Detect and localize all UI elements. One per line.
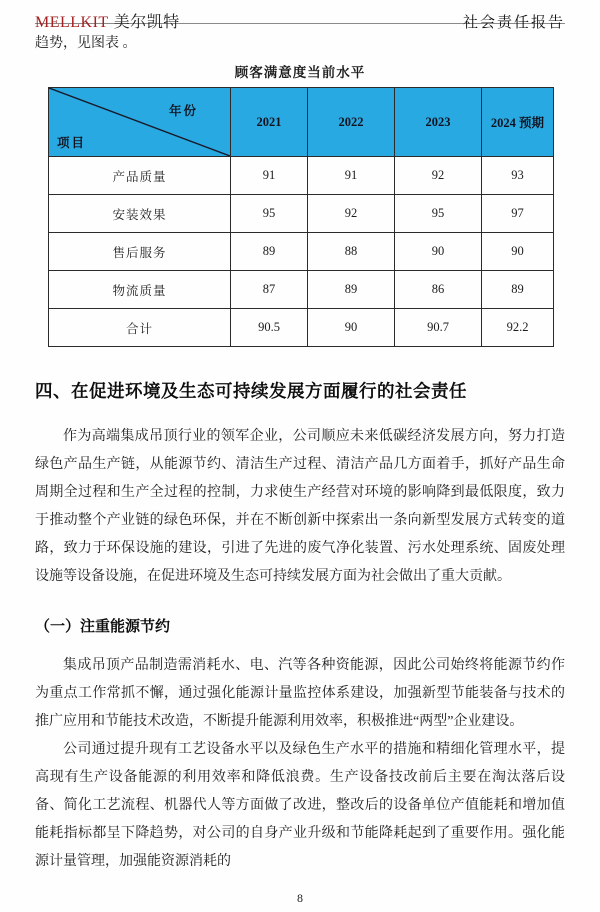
row-label: 售后服务	[49, 233, 231, 271]
cell-value: 88	[308, 233, 395, 271]
cell-value: 89	[482, 271, 554, 309]
satisfaction-table	[48, 87, 554, 347]
cell-value: 86	[395, 271, 482, 309]
cell-value: 92.2	[482, 309, 554, 347]
page-number: 8	[297, 891, 303, 905]
row-label: 安装效果	[49, 195, 231, 233]
brand	[35, 9, 180, 32]
table-row	[49, 271, 554, 309]
cell-value: 89	[308, 271, 395, 309]
row-label: 物流质量	[49, 271, 231, 309]
brand-logo-cn: 美尔凯特	[113, 14, 180, 31]
subsection-heading: （一）注重能源节约	[35, 618, 171, 635]
table-row	[49, 157, 554, 195]
table-header-row	[49, 88, 554, 157]
cell-value: 92	[308, 195, 395, 233]
cell-value: 91	[231, 157, 308, 195]
intro-line: 趋势，见图表 。	[35, 36, 137, 51]
year-header: 2024 预期	[482, 88, 554, 157]
cell-value: 90	[308, 309, 395, 347]
cell-value: 90.5	[231, 309, 308, 347]
corner-header-cell	[49, 88, 231, 157]
cell-value: 89	[231, 233, 308, 271]
document-title: 社会责任报告	[462, 15, 565, 31]
cell-value: 95	[231, 195, 308, 233]
paragraph-energy-1: 集成吊顶产品制造需消耗水、电、汽等各种资能源，因此公司始终将能源节约作为重点工作常抓不懈，通过强化能源计量监控体系建设，加强新型节能装备与技术的推广应用和节能技术改造，不断提升能源利用效率，积极推进“两型”企业建设。	[35, 658, 565, 729]
cell-value: 93	[482, 157, 554, 195]
cell-value: 95	[395, 195, 482, 233]
paragraph-energy-2: 公司通过提升现有工艺设备水平以及绿色生产水平的措施和精细化管理水平，提高现有生产设备能源的利用效率和降低浪费。生产设备技改前后主要在淘汰落后设备、简化工艺流程、机器代人等方面做了改进，整改后的设备单位产值能耗和增加值能耗指标都呈下降趋势，对公司的自身产业升级和节能降耗起到了重要作用。强化能源计量管理，加强能资源消耗的	[35, 742, 565, 869]
page-header	[35, 0, 565, 31]
row-label: 产品质量	[49, 157, 231, 195]
cell-value: 91	[308, 157, 395, 195]
section-heading: 四、在促进环境及生态可持续发展方面履行的社会责任	[35, 381, 467, 401]
year-header: 2023	[395, 88, 482, 157]
table-title: 顾客满意度当前水平	[234, 65, 366, 80]
table-row-total	[49, 309, 554, 347]
table-row	[49, 233, 554, 271]
cell-value: 90	[395, 233, 482, 271]
table-row	[49, 195, 554, 233]
cell-value: 90.7	[395, 309, 482, 347]
year-header: 2021	[231, 88, 308, 157]
cell-value: 97	[482, 195, 554, 233]
cell-value: 92	[395, 157, 482, 195]
year-header: 2022	[308, 88, 395, 157]
corner-label-year: 年份	[168, 104, 198, 118]
cell-value: 87	[231, 271, 308, 309]
brand-logo-en: MELLKIT	[35, 14, 109, 31]
corner-label-item: 项目	[57, 136, 87, 150]
row-label: 合计	[49, 309, 231, 347]
cell-value: 90	[482, 233, 554, 271]
paragraph-environment: 作为高端集成吊顶行业的领军企业，公司顺应未来低碳经济发展方向，努力打造绿色产品生产链，从能源节约、清洁生产过程、清洁产品几方面着手，抓好产品生命周期全过程和生产全过程的控制，力求使生产经营对环境的影响降到最低限度，致力于推动整个产业链的绿色环保，并在不断创新中探索出一条向新型发展方式转变的道路，致力于环保设施的建设，引进了先进的废气净化装置、污水处理系统、固废处理设施等设备设施，在促进环境及生态可持续发展方面为社会做出了重大贡献。	[35, 429, 565, 584]
